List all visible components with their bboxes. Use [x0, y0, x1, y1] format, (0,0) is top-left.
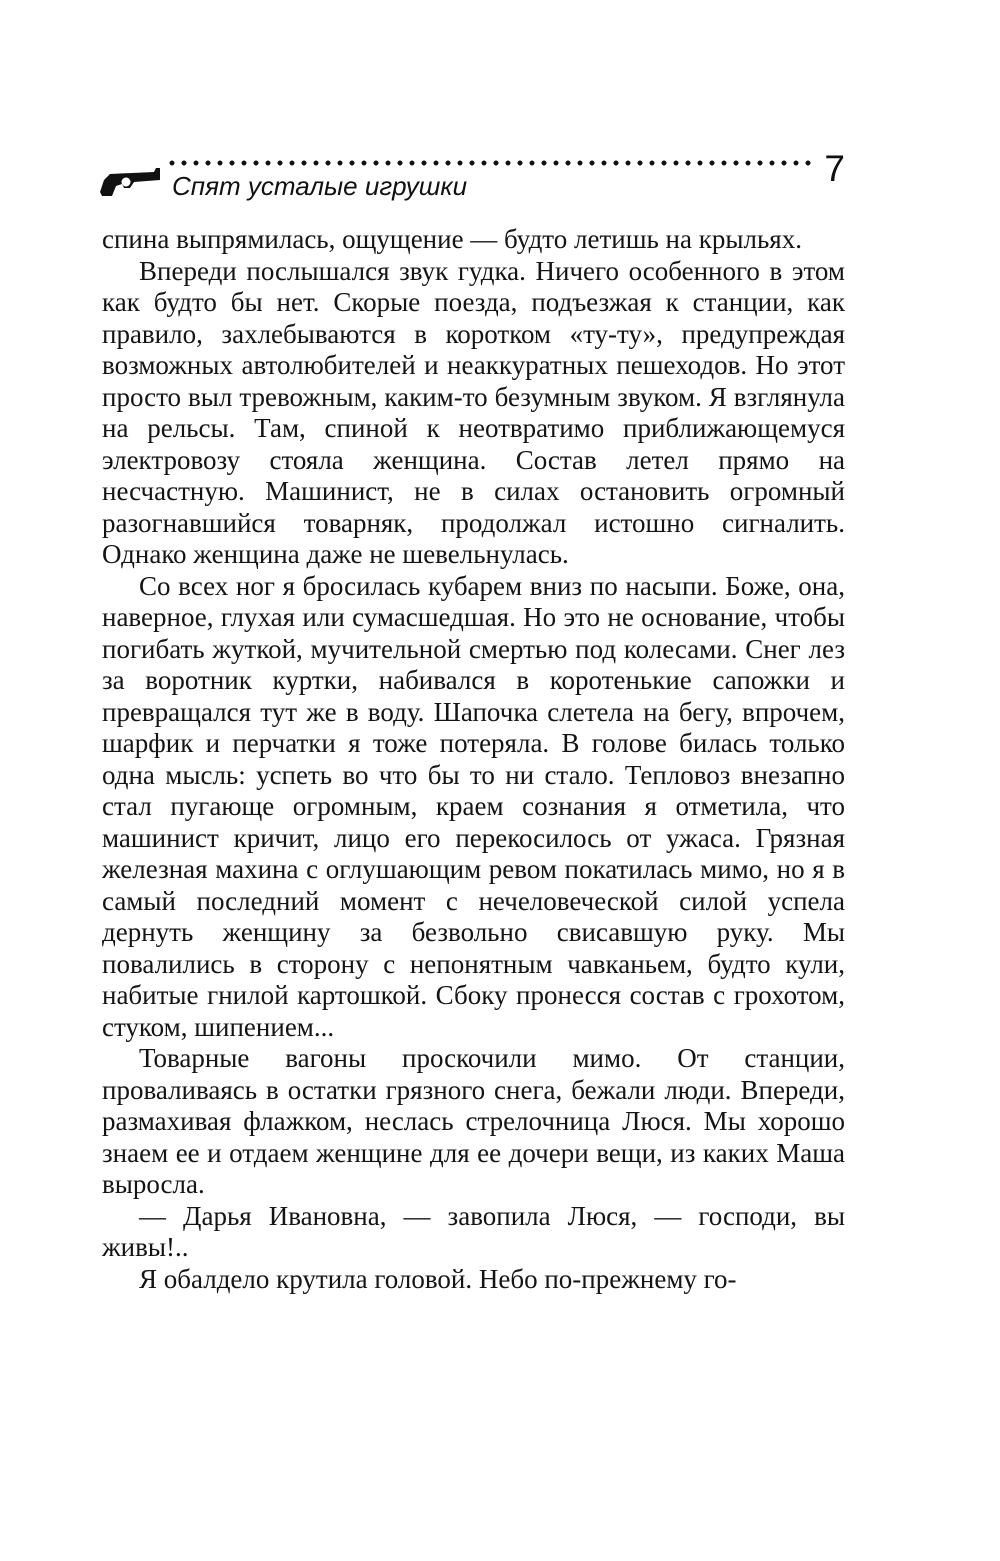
- paragraph: Со всех ног я бросилась кубарем вниз по насыпи. Боже, она, наверное, глухая или сумасшедшая. Но это не основание, чтобы погибать жуткой, мучительной смертью под колесами. Снег лез за воротник куртки, набивался в коротенькие сапожки и превращался тут же в воду. Шапочка слетела на бегу, впрочем, шарфик и перчатки я тоже потеряла. В голове билась только одна мысль: успеть во что бы то ни стало. Тепловоз внезапно стал пугающе огромным, краем сознания я отметила, что машинист кричит, лицо его перекосилось от ужаса. Грязная железная махина с оглушающим ревом покатилась мимо, но я в самый последний момент с нечеловеческой силой успела дернуть женщину за безвольно свисавшую руку. Мы повалились в сторону с непонятным чавканьем, будто кули, набитые гнилой картошкой. Сбоку пронесся состав с грохотом, стуком, шипением...: [102, 570, 845, 1042]
- body-text: [102, 224, 845, 1295]
- paragraph: Товарные вагоны проскочили мимо. От станции, проваливаясь в остатки грязного снега, бежали люди. Впереди, размахивая флажком, неслась стрелочница Люся. Мы хорошо знаем ее и отдаем женщине для ее дочери вещи, из каких Маша выросла.: [102, 1043, 845, 1199]
- paragraph: Я обалдело крутила головой. Небо по-прежнему го-: [139, 1263, 737, 1294]
- book-title: Спят усталые игрушки: [172, 171, 468, 201]
- revolver-icon: [100, 158, 160, 198]
- page-number: 7: [824, 148, 845, 189]
- running-head: [100, 148, 845, 208]
- paragraph: спина выпрямилась, ощущение — будто летишь на крыльях.: [102, 224, 802, 254]
- header-dot-leader: [166, 160, 816, 166]
- paragraph: — Дарья Ивановна, — завопила Люся, — господи, вы живы!..: [102, 1200, 845, 1262]
- paragraph: Впереди послышался звук гудка. Ничего особенного в этом как будто бы нет. Скорые поезда, подъезжая к станции, как правило, захлебываются в коротком «ту-ту», предупреждая возможных автолюбителей и неаккуратных пешеходов. Но этот просто выл тревожным, каким-то безумным звуком. Я взглянула на рельсы. Там, спиной к неотвратимо приближающемуся электровозу стояла женщина. Состав летел прямо на несчастную. Машинист, не в силах остановить огромный разогнавшийся товарняк, продолжал истошно сигналить. Однако женщина даже не шевельнулась.: [102, 255, 845, 569]
